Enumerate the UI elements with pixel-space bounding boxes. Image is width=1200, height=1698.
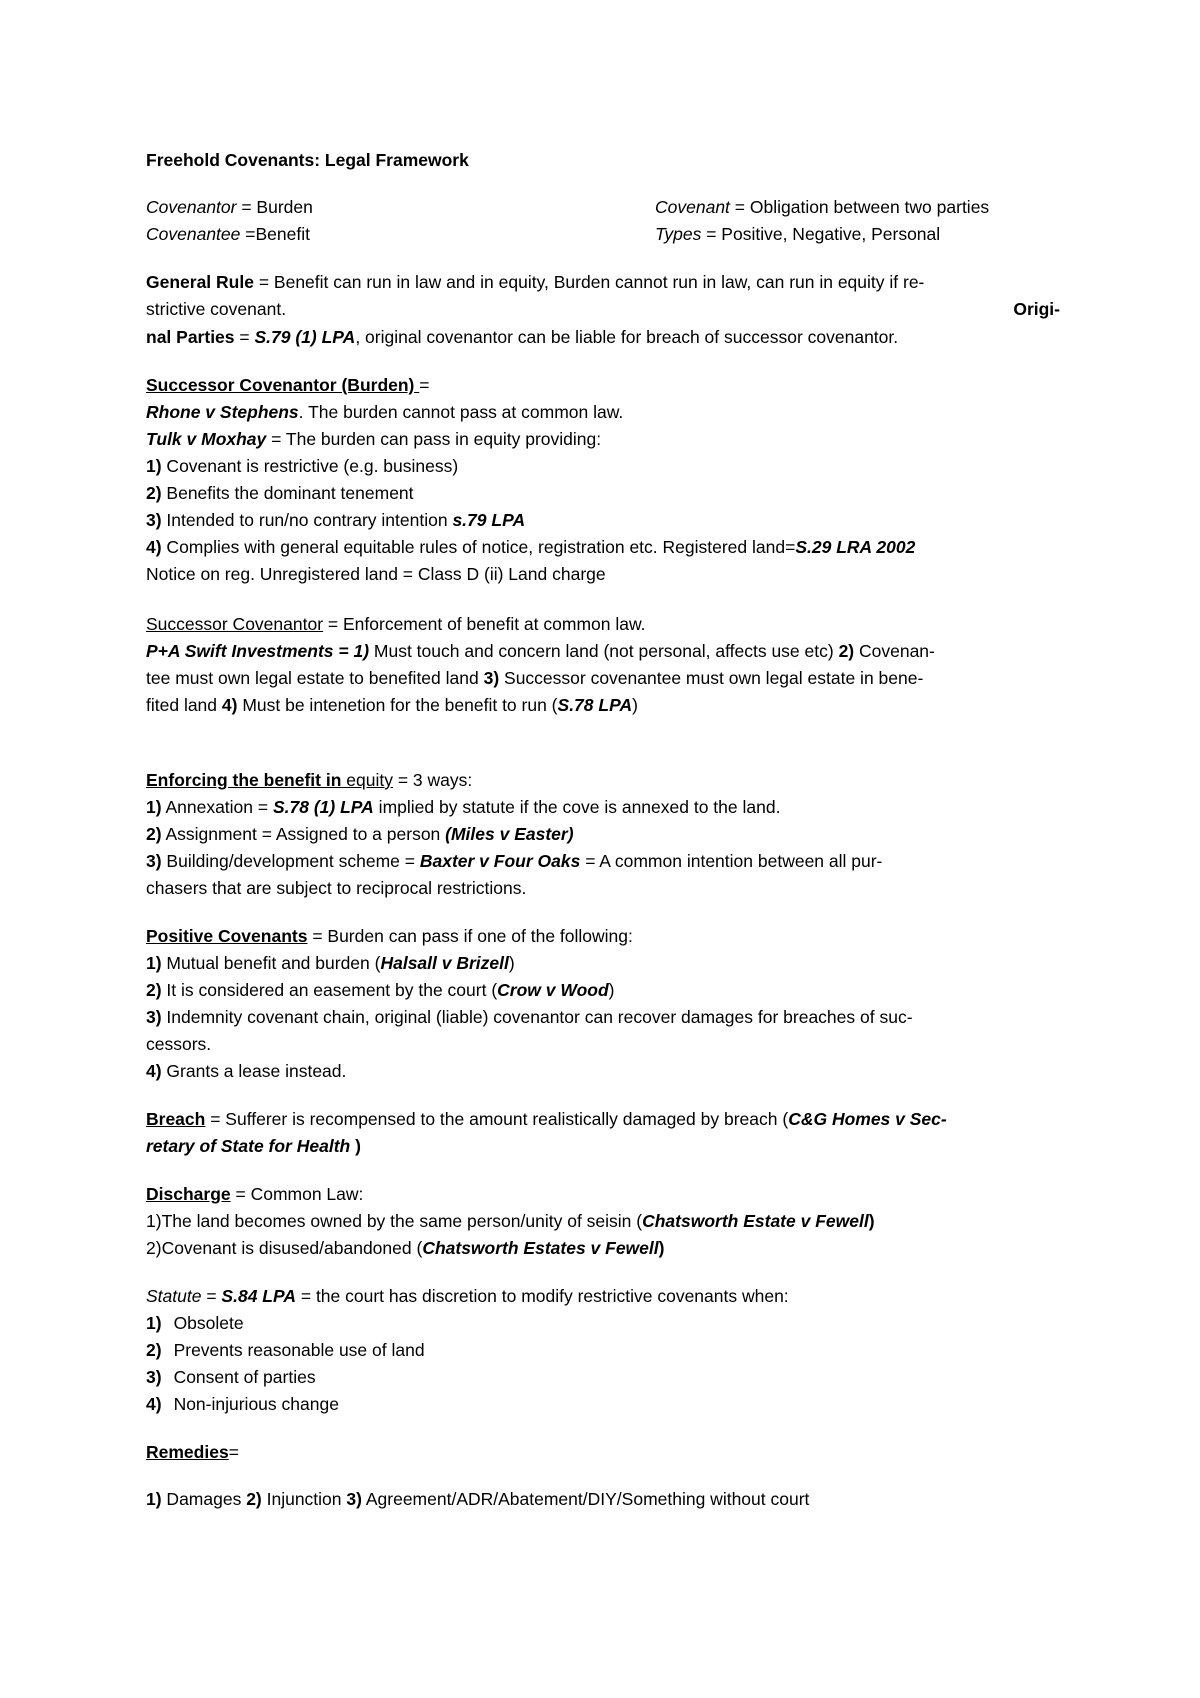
successor-burden-heading: Successor Covenantor (Burden) =: [146, 375, 430, 395]
successor-burden-item-2: 2) Benefits the dominant tenement: [146, 483, 414, 503]
successor-benefit-heading: Successor Covenantor = Enforcement of benefit at common law.: [146, 614, 646, 634]
statute-item-3: 3) Consent of parties: [146, 1367, 316, 1387]
enforcing-item-2: 2) Assignment = Assigned to a person (Miles v Easter): [146, 824, 574, 844]
enforcing-item-3: 3) Building/development scheme = Baxter v Four Oaks = A common intention between all pur-: [146, 851, 883, 871]
statute-item-1: 1) Obsolete: [146, 1313, 244, 1333]
successor-benefit-line-2: tee must own legal estate to benefited land 3) Successor covenantee must own legal estate in bene-: [146, 668, 924, 688]
breach-line-2: retary of State for Health ): [146, 1136, 361, 1156]
remedies-heading: Remedies=: [146, 1442, 239, 1462]
successor-burden-line-last: Notice on reg. Unregistered land = Class D (ii) Land charge: [146, 564, 606, 584]
statute-item-2: 2) Prevents reasonable use of land: [146, 1340, 425, 1360]
def-types: Types = Positive, Negative, Personal: [655, 224, 941, 244]
discharge-item-2: 2)Covenant is disused/abandoned (Chatsworth Estates v Fewell): [146, 1238, 665, 1258]
def-covenantee: Covenantee =Benefit: [146, 224, 310, 244]
general-rule-line-2-right: Origi-: [1013, 299, 1060, 319]
positive-item-4: 4) Grants a lease instead.: [146, 1061, 347, 1081]
general-rule-line-3: nal Parties = S.79 (1) LPA, original covenantor can be liable for breach of successor covenantor.: [146, 327, 899, 347]
successor-benefit-line-1: P+A Swift Investments = 1) Must touch and concern land (not personal, affects use etc) 2) Covenan-: [146, 641, 935, 661]
statute-heading: Statute = S.84 LPA = the court has discretion to modify restrictive covenants when:: [146, 1286, 789, 1306]
positive-item-2: 2) It is considered an easement by the court (Crow v Wood): [146, 980, 615, 1000]
enforcing-heading: Enforcing the benefit in equity = 3 ways:: [146, 770, 473, 790]
document-title: Freehold Covenants: Legal Framework: [146, 150, 469, 170]
discharge-item-1: 1)The land becomes owned by the same person/unity of seisin (Chatsworth Estate v Fewell): [146, 1211, 875, 1231]
successor-burden-line-1: Rhone v Stephens. The burden cannot pass at common law.: [146, 402, 624, 422]
successor-benefit-line-3: fited land 4) Must be intenetion for the benefit to run (S.78 LPA): [146, 695, 638, 715]
breach-line-1: Breach = Sufferer is recompensed to the amount realistically damaged by breach (C&G Homes v Sec-: [146, 1109, 947, 1129]
discharge-heading: Discharge = Common Law:: [146, 1184, 364, 1204]
statute-item-4: 4) Non-injurious change: [146, 1394, 339, 1414]
successor-burden-item-3: 3) Intended to run/no contrary intention s.79 LPA: [146, 510, 526, 530]
def-covenantor: Covenantor = Burden: [146, 197, 313, 217]
positive-item-1: 1) Mutual benefit and burden (Halsall v Brizell): [146, 953, 515, 973]
positive-heading: Positive Covenants = Burden can pass if one of the following:: [146, 926, 633, 946]
remedies-items: 1) Damages 2) Injunction 3) Agreement/ADR/Abatement/DIY/Something without court: [146, 1489, 810, 1509]
positive-item-3: 3) Indemnity covenant chain, original (liable) covenantor can recover damages for breaches of suc-: [146, 1007, 913, 1027]
enforcing-item-3-cont: chasers that are subject to reciprocal restrictions.: [146, 878, 527, 898]
def-covenant: Covenant = Obligation between two parties: [655, 197, 990, 217]
successor-burden-item-4: 4) Complies with general equitable rules of notice, registration etc. Registered land=S.29 LRA 2002: [146, 537, 916, 557]
general-rule-line-2: strictive covenant.: [146, 299, 287, 319]
positive-item-3-cont: cessors.: [146, 1034, 212, 1054]
enforcing-item-1: 1) Annexation = S.78 (1) LPA implied by statute if the cove is annexed to the land.: [146, 797, 781, 817]
successor-burden-item-1: 1) Covenant is restrictive (e.g. business): [146, 456, 459, 476]
general-rule-line-1: General Rule = Benefit can run in law and in equity, Burden cannot run in law, can run in equity if re-: [146, 272, 925, 292]
successor-burden-line-2: Tulk v Moxhay = The burden can pass in equity providing:: [146, 429, 602, 449]
